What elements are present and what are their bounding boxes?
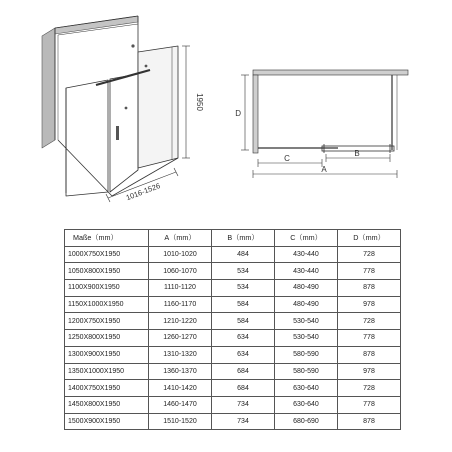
cell-a: 1110-1120: [149, 280, 212, 297]
table-row: [65, 246, 401, 263]
back-wall-top: [55, 16, 138, 34]
cell-b: 634: [212, 346, 275, 363]
cell-a: 1060-1070: [149, 263, 212, 280]
cell-a: 1210-1220: [149, 313, 212, 330]
cell-c: 530-540: [275, 330, 338, 347]
cell-d: 978: [338, 296, 401, 313]
cell-d: 728: [338, 313, 401, 330]
back-wall-left: [42, 28, 55, 148]
plan-view: [241, 70, 408, 178]
cell-c: 630-640: [275, 380, 338, 397]
cell-c: 430-440: [275, 263, 338, 280]
cell-size: 1250X800X1950: [65, 330, 149, 347]
header-b: B（mm）: [212, 230, 275, 247]
table-row: [65, 330, 401, 347]
table-row: [65, 280, 401, 297]
cell-a: 1010-1020: [149, 246, 212, 263]
cell-d: 778: [338, 330, 401, 347]
table-row: [65, 413, 401, 430]
cell-size: 1000X750X1950: [65, 246, 149, 263]
cell-size: 1300X900X1950: [65, 346, 149, 363]
cell-a: 1410-1420: [149, 380, 212, 397]
cell-size: 1200X750X1950: [65, 313, 149, 330]
table-row: [65, 363, 401, 380]
front-fixed-panel: [66, 80, 108, 196]
cell-d: 728: [338, 246, 401, 263]
table-row: [65, 313, 401, 330]
cell-c: 630-640: [275, 396, 338, 413]
cell-b: 584: [212, 313, 275, 330]
cell-c: 480-490: [275, 296, 338, 313]
dimension-a-label: A: [321, 165, 327, 174]
header-c: C（mm）: [275, 230, 338, 247]
table-body: [65, 246, 401, 430]
cell-d: 778: [338, 263, 401, 280]
cell-d: 878: [338, 280, 401, 297]
cell-a: 1260-1270: [149, 330, 212, 347]
cell-size: 1350X1000X1950: [65, 363, 149, 380]
cell-c: 580-590: [275, 346, 338, 363]
cell-b: 684: [212, 380, 275, 397]
cell-b: 534: [212, 280, 275, 297]
front-sliding-door: [110, 74, 138, 192]
cell-size: 1100X900X1950: [65, 280, 149, 297]
header-size: Maße（mm）: [65, 230, 149, 247]
cell-c: 480-490: [275, 280, 338, 297]
plan-wall-left: [253, 75, 258, 153]
table-header-row: [65, 230, 401, 247]
cell-size: 1150X1000X1950: [65, 296, 149, 313]
cell-c: 430-440: [275, 246, 338, 263]
cell-c: 580-590: [275, 363, 338, 380]
cell-b: 684: [212, 363, 275, 380]
cell-d: 728: [338, 380, 401, 397]
cell-b: 734: [212, 413, 275, 430]
cell-size: 1400X750X1950: [65, 380, 149, 397]
cell-size: 1500X900X1950: [65, 413, 149, 430]
cell-a: 1510-1520: [149, 413, 212, 430]
cell-size: 1050X800X1950: [65, 263, 149, 280]
cell-c: 680-690: [275, 413, 338, 430]
dimension-c-label: C: [284, 154, 290, 163]
cell-a: 1160-1170: [149, 296, 212, 313]
cell-a: 1360-1370: [149, 363, 212, 380]
dimensions-table: [64, 229, 401, 430]
door-handle: [116, 126, 119, 140]
cell-b: 484: [212, 246, 275, 263]
cell-c: 530-540: [275, 313, 338, 330]
cell-b: 584: [212, 296, 275, 313]
dimension-b-label: B: [354, 149, 360, 158]
table-row: [65, 263, 401, 280]
cell-size: 1450X800X1950: [65, 396, 149, 413]
cell-d: 878: [338, 413, 401, 430]
cell-d: 778: [338, 396, 401, 413]
table-row: [65, 296, 401, 313]
table-row: [65, 396, 401, 413]
cell-a: 1460-1470: [149, 396, 212, 413]
height-label: 1950: [195, 93, 204, 111]
table-row: [65, 380, 401, 397]
cell-b: 634: [212, 330, 275, 347]
cell-a: 1310-1320: [149, 346, 212, 363]
width-label: 1016-1526: [124, 181, 162, 203]
cell-b: 734: [212, 396, 275, 413]
cell-d: 978: [338, 363, 401, 380]
cell-d: 878: [338, 346, 401, 363]
header-d: D（mm）: [338, 230, 401, 247]
plan-wall-top: [253, 70, 408, 75]
dimension-d-label: D: [235, 109, 241, 118]
table-row: [65, 346, 401, 363]
cell-b: 534: [212, 263, 275, 280]
header-a: A（mm）: [149, 230, 212, 247]
perspective-view: [42, 16, 190, 202]
